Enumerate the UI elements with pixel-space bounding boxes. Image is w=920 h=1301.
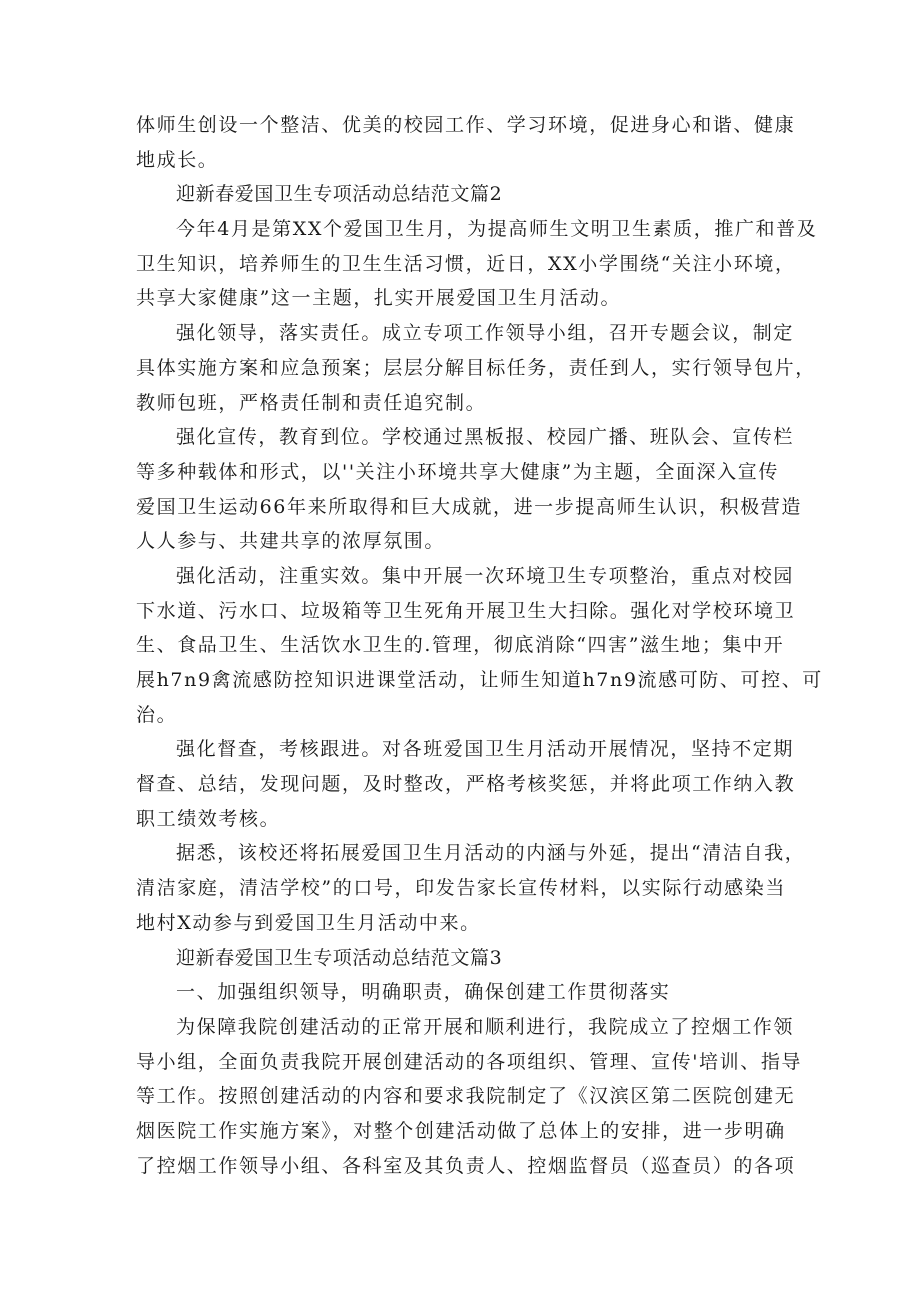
text-line: 导小组，全面负责我院开展创建活动的各项组织、管理、宣传'培训、指导 [136,1050,803,1073]
paragraph-first-line: 强化督查，考核跟进。对各班爱国卫生月活动开展情况，坚持不定期 [176,738,795,761]
text-line: 下水道、污水口、垃圾箱等卫生死角开展卫生大扫除。强化对学校环境卫 [136,599,796,622]
paragraph-first-line: 强化宣传，教育到位。学校通过黑板报、校园广播、班队会、宣传栏 [176,426,795,449]
paragraph-first-line: 为保障我院创建活动的正常开展和顺利进行，我院成立了控烟工作领 [176,1015,795,1038]
text-line: 人人参与、共建共享的浓厚氛围。 [136,530,446,553]
text-line: 卫生知识，培养师生的卫生生活习惯，近日，XX小学围绕“关注小环境， [136,252,796,275]
text-line: 具体实施方案和应急预案；层层分解目标任务，责任到人，实行领导包片， [136,356,816,379]
text-line: 展h7n9禽流感防控知识进课堂活动，让师生知道h7n9流感可防、可控、可 [136,669,823,691]
paragraph-first-line: 今年4月是第XX个爱国卫生月，为提高师生文明卫生素质，推广和普及 [176,218,818,241]
text-line: 治。 [136,703,178,726]
section-heading: 迎新春爱国卫生专项活动总结范文篇3 [176,946,503,969]
text-line: 爱国卫生运动66年来所取得和巨大成就，进一步提高师生认识，积极营造 [136,495,802,518]
text-line: 生、食品卫生、生活饮水卫生的.管理，彻底消除“四害”滋生地；集中开 [136,634,785,657]
text-line: 烟医院工作实施方案》，对整个创建活动做了总体上的安排，进一步明确 [136,1119,786,1142]
text-line: 共享大家健康”这一主题，扎实开展爱国卫生月活动。 [136,287,622,310]
text-line: 督查、总结，发现问题，及时整改，严格考核奖惩，并将此项工作纳入教 [136,773,796,796]
document-body [136,108,823,1183]
text-line: 体师生创设一个整洁、优美的校园工作、学习环境，促进身心和谐、健康 [136,114,796,136]
subsection-heading: 一、加强组织领导，明确职责，确保创建工作贯彻落实 [176,981,671,1004]
text-line: 职工绩效考核。 [136,807,281,830]
paragraph-first-line: 强化领导，落实责任。成立专项工作领导小组，召开专题会议，制定 [176,322,795,345]
text-line: 教师包班，严格责任制和责任追究制。 [136,391,487,414]
text-line: 清洁家庭，清洁学校”的口号，印发告家长宣传材料，以实际行动感染当 [136,877,786,900]
text-line: 等工作。按照创建活动的内容和要求我院制定了《汉滨区第二医院创建无 [136,1085,796,1108]
section-heading: 迎新春爱国卫生专项活动总结范文篇2 [176,183,503,206]
text-line: 地村X动参与到爱国卫生月活动中来。 [136,911,481,934]
text-line: 地成长。 [136,148,219,171]
text-line: 等多种载体和形式，以''关注小环境共享大健康”为主题，全面深入宣传 [136,460,779,483]
paragraph-first-line: 据悉，该校还将拓展爱国卫生月活动的内涵与外延，提出“清洁自我， [176,842,806,865]
paragraph-first-line: 强化活动，注重实效。集中开展一次环境卫生专项整治，重点对校园 [176,564,795,587]
text-line: 了控烟工作领导小组、各科室及其负责人、控烟监督员（巡查员）的各项 [136,1154,796,1177]
